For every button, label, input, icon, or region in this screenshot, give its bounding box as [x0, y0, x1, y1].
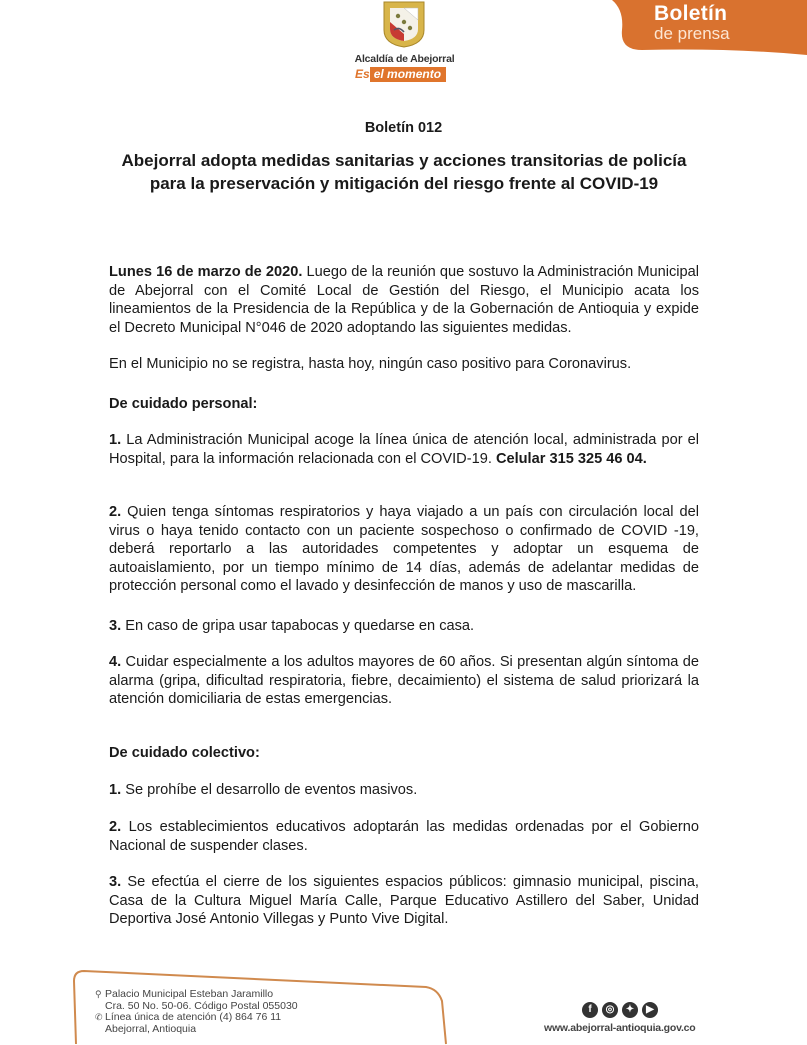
- item-text: Se prohíbe el desarrollo de eventos masivos.: [121, 782, 418, 798]
- item-text: La Administración Municipal acoge la línea única de atención local, administrada por el Hospital, para la información relacionada con el COVID-19.: [109, 432, 699, 467]
- list-item: [109, 873, 699, 929]
- item-text: Cuidar especialmente a los adultos mayores de 60 años. Si presentan algún síntoma de alarma (gripa, dificultad respiratoria, fiebre, decaimiento) el sistema de salud priorizará la atención domiciliaria de estas emergencias.: [109, 654, 699, 708]
- website-link[interactable]: www.abejorral-antioquia.gov.co: [544, 1022, 696, 1034]
- badge-subtitle: de prensa: [654, 24, 730, 43]
- section-heading-personal-care: De cuidado personal:: [109, 396, 258, 412]
- list-item: [109, 503, 699, 596]
- logo-slogan: [354, 67, 455, 82]
- twitter-icon[interactable]: ✦: [622, 1002, 638, 1018]
- city-line: Abejorral, Antioquia: [105, 1022, 197, 1035]
- intro-text: Luego de la reunión que sostuvo la Administración Municipal de Abejorral con el Comité Local de Gestión del Riesgo, el Municipio acata los lineamientos de la Presidencia de la República y de la Gobernación de Antioquia y expide el Decreto Municipal N°046 de 2020 adoptando las siguientes medidas.: [109, 264, 699, 336]
- phone-line: Línea única de atención (4) 864 76 11: [105, 1011, 282, 1024]
- map-pin-icon: ⚲: [95, 989, 102, 999]
- item-number: 3.: [109, 874, 122, 890]
- headline: Abejorral adopta medidas sanitarias y acciones transitorias de policía para la preservación y mitigación del riesgo frente al COVID-19: [121, 151, 687, 193]
- item-number: 1.: [109, 432, 122, 448]
- item-number: 2.: [109, 819, 122, 835]
- list-item: [109, 781, 699, 800]
- facebook-icon[interactable]: f: [582, 1002, 598, 1018]
- address-line2: Cra. 50 No. 50-06. Código Postal 055030: [105, 999, 298, 1012]
- logo-name: Alcaldía de Abejorral: [354, 53, 455, 65]
- item-number: 4.: [109, 654, 122, 670]
- list-item: [109, 431, 699, 468]
- hotline-number: Celular 315 325 46 04.: [495, 450, 647, 467]
- youtube-icon[interactable]: ▶: [642, 1002, 658, 1018]
- address-line1: Palacio Municipal Esteban Jaramillo: [105, 988, 274, 1000]
- slogan-highlight: el momento: [370, 67, 446, 82]
- status-note: En el Municipio no se registra, hasta hoy, ningún caso positivo para Coronavirus.: [109, 356, 632, 372]
- coat-of-arms-icon: [382, 0, 426, 48]
- item-number: 3.: [109, 618, 122, 634]
- municipality-logo: [352, 0, 457, 86]
- section-heading-collective-care: De cuidado colectivo:: [109, 745, 260, 761]
- bulletin-number: Boletín 012: [364, 120, 443, 136]
- intro-paragraph: [109, 263, 699, 337]
- intro-date: Lunes 16 de marzo de 2020.: [109, 264, 303, 280]
- press-release-badge: [612, 0, 807, 55]
- instagram-icon[interactable]: ◎: [602, 1002, 618, 1018]
- item-text: Los establecimientos educativos adoptarán las medidas ordenadas por el Gobierno Nacional de suspender clases.: [109, 819, 699, 854]
- list-item: [109, 653, 699, 709]
- slogan-prefix: Es: [355, 67, 370, 81]
- item-number: 2.: [109, 504, 122, 520]
- list-item: [109, 818, 699, 855]
- badge-title: Boletín: [654, 2, 728, 25]
- item-text: Quien tenga síntomas respiratorios y haya viajado a un país con circulación local del virus o haya tenido contacto con un paciente sospechoso o confirmado de COVID -19, deberá reportarlo a las autoridades competentes y adoptar un esquema de autoaislamiento, por un tiempo mínimo de 14 días, además de adelantar medidas de protección personal como el lavado y desinfección de manos y uso de mascarilla.: [109, 504, 699, 595]
- item-number: 1.: [109, 782, 122, 798]
- social-links: [582, 1002, 658, 1018]
- list-item: [109, 617, 699, 636]
- item-text: Se efectúa el cierre de los siguientes espacios públicos: gimnasio municipal, piscina, Casa de la Cultura Miguel María Calle, Parque Educativo Astillero del Saber, Unidad Deportiva José Antonio Villegas y Punto Vive Digital.: [109, 874, 699, 928]
- footer-address: [95, 989, 298, 1035]
- phone-icon: ✆: [95, 1012, 103, 1023]
- item-text: En caso de gripa usar tapabocas y quedarse en casa.: [121, 618, 475, 634]
